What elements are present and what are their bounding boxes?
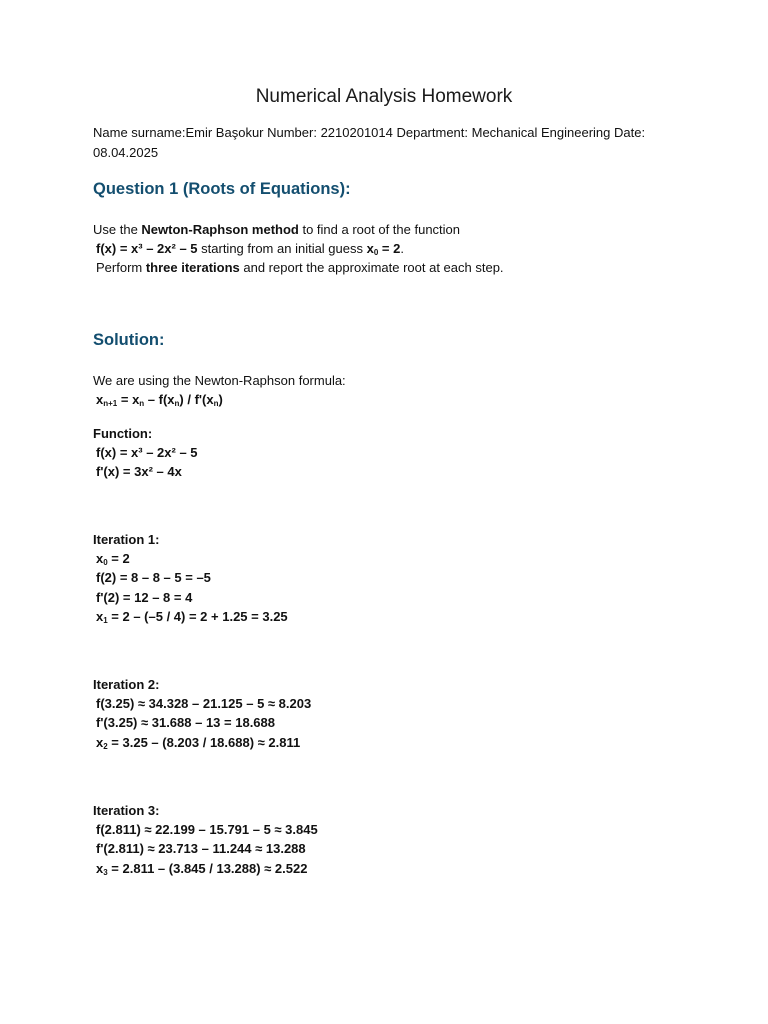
subscript: 2 bbox=[103, 741, 108, 751]
initial-guess bbox=[367, 241, 401, 256]
var: x bbox=[96, 860, 104, 876]
newton-formula bbox=[93, 390, 693, 409]
iteration-result bbox=[93, 859, 693, 878]
text-segment: starting from an initial guess bbox=[197, 241, 367, 257]
question1-text bbox=[93, 220, 693, 278]
document-title: Numerical Analysis Homework bbox=[255, 86, 513, 107]
var: x bbox=[366, 241, 374, 257]
text-segment: . bbox=[400, 241, 404, 257]
text-segment: and report the approximate root at each step. bbox=[239, 260, 504, 276]
subscript: 3 bbox=[103, 867, 108, 877]
iteration-f-value: f(2.811) ≈ 22.199 – 15.791 – 5 ≈ 3.845 bbox=[96, 822, 318, 838]
iteration-f-value: f(3.25) ≈ 34.328 – 21.125 – 5 ≈ 8.203 bbox=[96, 696, 312, 712]
student-info bbox=[93, 123, 693, 163]
iteration-3 bbox=[93, 801, 693, 878]
function-label: Function: bbox=[93, 426, 153, 441]
question1-heading: Question 1 (Roots of Equations): bbox=[93, 180, 351, 198]
subscript: n bbox=[139, 399, 145, 409]
value: = 2.811 – (3.845 / 13.288) ≈ 2.522 bbox=[107, 860, 308, 876]
iteration-fprime-value: f'(3.25) ≈ 31.688 – 13 = 18.688 bbox=[96, 715, 275, 731]
student-info-line2: 08.04.2025 bbox=[93, 145, 159, 160]
subscript: 1 bbox=[103, 615, 108, 625]
value: = 2 – (–5 / 4) = 2 + 1.25 = 3.25 bbox=[107, 608, 288, 624]
subscript: n+1 bbox=[103, 399, 118, 409]
solution-intro bbox=[93, 371, 693, 409]
subscript: 0 bbox=[103, 558, 108, 568]
iteration-fprime-value: f'(2.811) ≈ 23.713 – 11.244 ≈ 13.288 bbox=[96, 841, 306, 857]
iteration-fprime-value: f'(2) = 12 – 8 = 4 bbox=[96, 589, 193, 605]
formula-part: – f(x bbox=[144, 392, 175, 408]
iteration-f-value: f(2) = 8 – 8 – 5 = –5 bbox=[96, 570, 211, 586]
value: = 2 bbox=[378, 241, 401, 257]
var: x bbox=[96, 392, 104, 408]
iteration-result bbox=[93, 607, 693, 626]
subscript: n bbox=[174, 399, 180, 409]
formula-part: ) bbox=[218, 392, 223, 408]
function-block bbox=[93, 424, 693, 482]
formula-part: = x bbox=[117, 392, 140, 408]
intro-text: We are using the Newton-Raphson formula: bbox=[93, 373, 346, 388]
text-segment: Use the bbox=[93, 222, 142, 237]
function-expression: f(x) = x³ – 2x² – 5 bbox=[96, 241, 198, 257]
formula-part: ) / f'(x bbox=[179, 392, 214, 408]
var: x bbox=[96, 734, 104, 750]
method-name: Newton-Raphson method bbox=[141, 222, 299, 237]
iteration-label: Iteration 1: bbox=[93, 532, 160, 547]
student-info-line1: Name surname:Emir Başokur Number: 2210201014 Department: Mechanical Engineering Date: bbox=[93, 125, 646, 140]
var: x bbox=[96, 551, 104, 567]
iteration-1 bbox=[93, 530, 693, 626]
question1-line2 bbox=[93, 239, 693, 258]
iterations-count: three iterations bbox=[145, 260, 240, 276]
text-segment: to find a root of the function bbox=[298, 222, 461, 237]
iteration-label: Iteration 3: bbox=[93, 803, 160, 818]
text-segment: Perform bbox=[96, 260, 146, 276]
iteration-initial bbox=[93, 549, 693, 568]
function-f: f(x) = x³ – 2x² – 5 bbox=[96, 445, 198, 461]
value: = 3.25 – (8.203 / 18.688) ≈ 2.811 bbox=[107, 734, 301, 750]
question1-line1 bbox=[93, 220, 693, 239]
subscript: 0 bbox=[373, 248, 379, 258]
value: = 2 bbox=[107, 551, 130, 567]
subscript: n bbox=[213, 399, 219, 409]
function-derivative: f'(x) = 3x² – 4x bbox=[96, 464, 182, 480]
var: x bbox=[96, 608, 104, 624]
iteration-2 bbox=[93, 675, 693, 752]
solution-heading: Solution: bbox=[93, 331, 165, 349]
iteration-label: Iteration 2: bbox=[93, 677, 160, 692]
iteration-result bbox=[93, 733, 693, 752]
question1-line3 bbox=[93, 258, 693, 277]
